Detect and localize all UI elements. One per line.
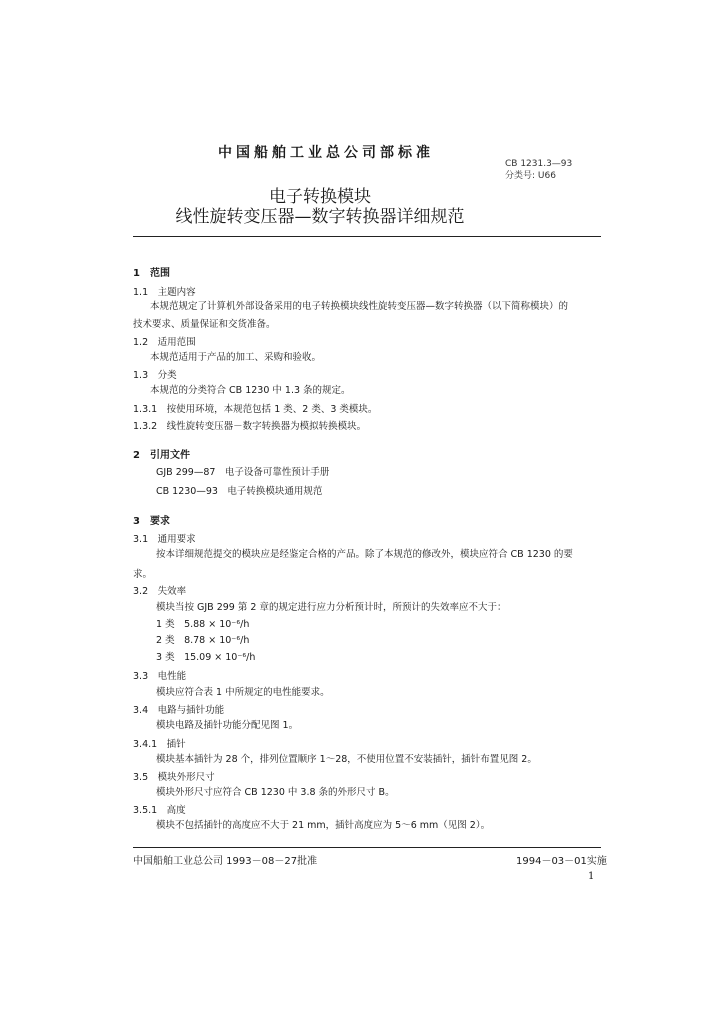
clause-heading: 3.2 失效率: [133, 586, 187, 597]
paragraph: 模块当按 GJB 299 第 2 章的规定进行应力分析预计时，所预计的失效率应不大于：: [156, 602, 507, 613]
paragraph-continuation: 求。: [133, 569, 153, 580]
reference-item: GJB 299—87 电子设备可靠性预计手册: [156, 467, 330, 478]
section-heading: 3 要求: [133, 516, 170, 527]
footer-divider: [133, 847, 601, 848]
document-title-line-1: 电子转换模块: [269, 187, 371, 207]
issuing-organization: 中国船舶工业总公司部标准: [218, 145, 434, 161]
clause-heading: 1.3 分类: [133, 370, 177, 381]
failure-rate-item: 1 类 5.88 × 10⁻⁶/h: [156, 619, 250, 630]
clause-heading: 3.1 通用要求: [133, 534, 196, 545]
clause-heading: 3.3 电性能: [133, 671, 187, 682]
clause-heading: 3.4 电路与插针功能: [133, 705, 225, 716]
clause-heading: 3.4.1 插针: [133, 739, 186, 750]
paragraph: 本规范规定了计算机外部设备采用的电子转换模块线性旋转变压器—数字转换器（以下简称模块）的: [150, 301, 569, 312]
standard-code: CB 1231.3—93: [505, 159, 573, 169]
paragraph: 模块基本插针为 28 个，排列位置顺序 1～28，不使用位置不安装插针，插针布置见图 2。: [156, 754, 537, 765]
paragraph: 模块电路及插针功能分配见图 1。: [156, 720, 299, 731]
paragraph-continuation: 技术要求、质量保证和交货准备。: [133, 319, 276, 330]
clause-heading: 1.3.1 按使用环境，本规范包括 1 类、2 类、3 类模块。: [133, 404, 378, 415]
paragraph: 模块外形尺寸应符合 CB 1230 中 3.8 条的外形尺寸 B。: [156, 787, 395, 798]
clause-heading: 3.5 模块外形尺寸: [133, 772, 215, 783]
reference-item: CB 1230—93 电子转换模块通用规范: [156, 486, 323, 497]
document-title-line-2: 线性旋转变压器—数字转换器详细规范: [175, 207, 465, 227]
implementation-date: 1994－03－01实施: [516, 856, 607, 867]
clause-heading: 3.5.1 高度: [133, 805, 186, 816]
paragraph: 模块应符合表 1 中所规定的电性能要求。: [156, 687, 330, 698]
paragraph: 按本详细规范提交的模块应是经鉴定合格的产品。除了本规范的修改外，模块应符合 CB 1230 的要: [156, 549, 573, 560]
paragraph: 本规范的分类符合 CB 1230 中 1.3 条的规定。: [150, 385, 351, 396]
failure-rate-item: 3 类 15.09 × 10⁻⁶/h: [156, 652, 256, 663]
approval-date: 中国船舶工业总公司 1993－08－27批准: [133, 856, 318, 867]
clause-heading: 1.3.2 线性旋转变压器－数字转换器为模拟转换模块。: [133, 421, 367, 432]
page-number: 1: [588, 871, 595, 882]
paragraph: 模块不包括插针的高度应不大于 21 mm，插针高度应为 5～6 mm（见图 2）。: [156, 820, 491, 831]
paragraph: 本规范适用于产品的加工、采购和验收。: [150, 352, 322, 363]
failure-rate-item: 2 类 8.78 × 10⁻⁶/h: [156, 635, 250, 646]
clause-heading: 1.2 适用范围: [133, 337, 196, 348]
section-heading: 1 范围: [133, 268, 170, 279]
clause-heading: 1.1 主题内容: [133, 287, 196, 298]
section-heading: 2 引用文件: [133, 450, 190, 461]
classification-number: 分类号: U66: [505, 171, 556, 181]
standard-code-block: [505, 158, 572, 182]
header-divider: [133, 236, 601, 237]
